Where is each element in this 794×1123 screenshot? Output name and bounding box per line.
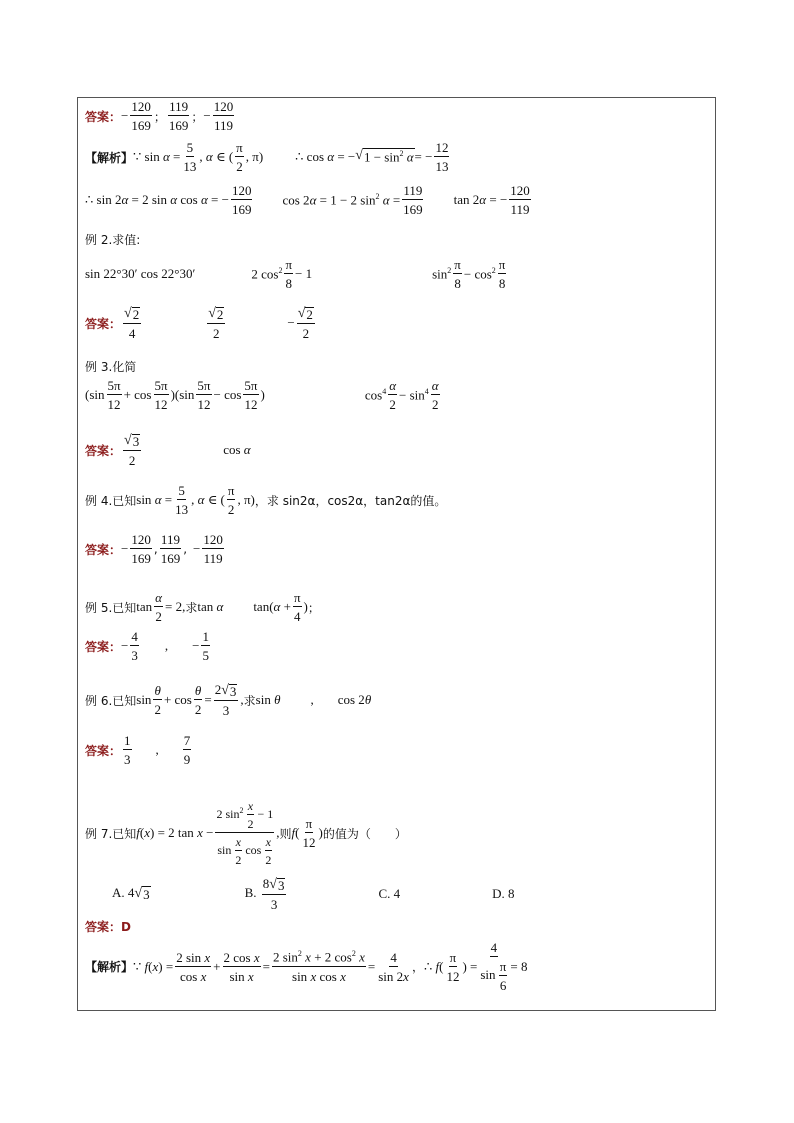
fraction: $\frac{\alpha}{2}$ bbox=[431, 378, 439, 412]
ex2-items: sin 22°30′ cos 22°30′ 2 $\cos^2$ $\frac{\pi}{8}$ − 1 $\sin^2$ $\frac{\pi}{8}$ − $\cos^2$ $\frac{\pi}{8}$ bbox=[85, 257, 506, 291]
fraction: $\frac{5\pi}{12}$ bbox=[244, 378, 258, 412]
option-a: A. 4 √ 3 bbox=[112, 885, 150, 902]
fraction: $\frac{\text{2 cos x}}{\text{sin x}}$ bbox=[223, 949, 260, 984]
ex5-answer-line: 答案： − $\frac{4}{3}$ , − $\frac{1}{5}$ bbox=[85, 629, 209, 663]
ex7-question: 则 bbox=[279, 826, 292, 841]
answer-label: 答案： bbox=[85, 443, 122, 458]
ex6-prefix: 例 6.已知 bbox=[85, 693, 137, 708]
ex3-items: (sin $\frac{5\pi}{12}$ + cos $\frac{5\pi}{12}$ )(sin $\frac{5\pi}{12}$ − cos $\frac{5\pi}{12}$ ) $\cos^4$ $\frac{\alpha}{2}$ − $\sin^4$ $\frac{\alpha}{2}$ bbox=[85, 378, 439, 412]
fraction: $\frac{120}{169}$ bbox=[231, 183, 252, 217]
ex1-analysis-line2: ∴ sin 2α = 2 sin α cos α = − $\frac{120}{169}$ cos 2α = 1 − 2 $\sin^2 \alpha$ = $\frac{119}{169}$ tan 2α = − $\frac{120}{119}$ bbox=[85, 183, 530, 217]
ex3-answer-line: 答案： √ 3 2 cos α bbox=[85, 433, 251, 468]
fraction: $\frac{\theta}{2}$ bbox=[154, 683, 161, 717]
ex7-prefix: 例 7.已知 bbox=[85, 826, 137, 841]
fraction: 8 √ 3 3 bbox=[262, 876, 285, 912]
ex1-answer-line: 答案： − $\frac{120}{169}$ ； $\frac{119}{169}$ ； − $\frac{120}{119}$ bbox=[85, 99, 234, 133]
fraction: $\frac{\pi}{8}$ bbox=[454, 257, 461, 291]
fraction: $\frac{120}{119}$ bbox=[203, 532, 223, 566]
fraction: $\frac{12}{13}$ bbox=[435, 140, 449, 174]
option-c: C. 4 bbox=[378, 886, 401, 901]
fraction: $\frac{5}{13}$ bbox=[175, 483, 189, 517]
analysis-label: 【解析】 bbox=[85, 150, 134, 165]
option-b: B. 8 √ 3 3 bbox=[244, 876, 285, 912]
fraction: $\frac{120}{119}$ bbox=[213, 99, 234, 133]
fraction: $\frac{\pi}{8}$ bbox=[498, 257, 506, 291]
ex4-prefix: 例 4.已知 bbox=[85, 493, 137, 508]
fraction: 4 sin $\frac{\pi}{6}$ bbox=[480, 940, 507, 993]
fraction: $\frac{7}{9}$ bbox=[183, 733, 191, 767]
fraction: $\frac{119}{169}$ bbox=[403, 183, 423, 217]
fraction: $\frac{120}{119}$ bbox=[510, 183, 530, 217]
answer-label: 答案： bbox=[85, 743, 122, 758]
fraction: $\frac{\pi}{8}$ bbox=[285, 257, 293, 291]
ex5-question: 求 bbox=[185, 600, 198, 615]
fraction: $\frac{4}{\sin 2x}$ bbox=[378, 949, 409, 984]
fraction: $\frac{5}{13}$ bbox=[183, 140, 197, 174]
fraction: $\frac{\alpha}{2}$ bbox=[389, 378, 397, 412]
ex3-title: 例 3.化简 bbox=[85, 360, 137, 374]
fraction: $\frac{119}{169}$ bbox=[160, 532, 181, 566]
ex2-title: 例 2.求值: bbox=[85, 233, 141, 247]
fraction: √ 2 2 bbox=[297, 306, 313, 341]
analysis-label: 【解析】 bbox=[85, 960, 134, 974]
answer-label: 答案： bbox=[85, 316, 122, 331]
fraction: $\frac{\theta}{2}$ bbox=[194, 683, 202, 717]
fraction: $\frac{\pi}{2}$ bbox=[227, 483, 235, 517]
fraction: $\frac{1}{5}$ bbox=[202, 629, 209, 663]
fraction: $\frac{4}{3}$ bbox=[131, 629, 138, 663]
ex2-answer-line: 答案： √ 2 4 √ 2 2 − √ 2 2 bbox=[85, 306, 313, 341]
fraction: $\frac{120}{169}$ bbox=[131, 532, 151, 566]
ex4-answer-line: 答案： − $\frac{120}{169}$ , $\frac{119}{169}$ , − $\frac{120}{119}$ bbox=[85, 532, 223, 566]
fraction: 2 $\sin^2$ $\frac{x}{2}$ − 1 sin $\frac{x}{2}$ cos $\frac{x}{2}$ bbox=[216, 799, 274, 867]
fraction: √ 3 2 bbox=[124, 433, 140, 468]
fraction: $\frac{\pi}{12}$ bbox=[302, 816, 316, 850]
ex1-analysis-line: 【解析】 ∵ sin α = $\frac{5}{13}$ , α ∈ ( $\frac{\pi}{2}$ , π) ∴ cos α = − √ $1 - \sin^2 \alpha$ = − $\frac{12}{13}$ bbox=[85, 140, 449, 174]
answer-label: 答案： bbox=[85, 542, 122, 557]
ex7-question-end: 的值为（ ） bbox=[322, 826, 407, 841]
option-d: D. 8 bbox=[492, 886, 515, 901]
fraction: $\frac{5\pi}{12}$ bbox=[107, 378, 121, 412]
answer-label: 答案： bbox=[85, 920, 122, 934]
fraction: √ 2 2 bbox=[208, 306, 224, 341]
ex6-question: 求 bbox=[243, 693, 256, 708]
fraction: $\frac{\alpha}{2}$ bbox=[155, 590, 162, 624]
fraction: 2 √ 3 3 bbox=[214, 682, 237, 718]
sqrt-expr: √ $1 - \sin^2 \alpha$ bbox=[355, 148, 414, 165]
ex4-question: 求 sin2α，cos2α，tan2α的值。 bbox=[266, 493, 447, 508]
ex7-answer: D bbox=[121, 919, 131, 934]
fraction: $\frac{\text{2 sin x}}{\text{cos x}}$ bbox=[176, 949, 211, 984]
ex5-prefix: 例 5.已知 bbox=[85, 600, 137, 615]
ex7-options bbox=[112, 877, 515, 911]
ex7-answer-line bbox=[85, 918, 131, 935]
ex5-line: 例 5.已知 tan $\frac{\alpha}{2}$ = 2, 求 tan α tan(α + $\frac{\pi}{4}$ ) ； bbox=[85, 590, 320, 624]
fraction: $\frac{\pi}{4}$ bbox=[293, 590, 301, 624]
ex4-line: 例 4.已知 sin α = $\frac{5}{13}$ , α ∈ ( $\frac{\pi}{2}$ , π) ， 求 sin2α，cos2α，tan2α的值。 bbox=[85, 483, 447, 517]
fraction: $\frac{5\pi}{12}$ bbox=[197, 378, 211, 412]
ex7-line: 例 7.已知 f(x) = 2 tan x − 2 $\sin^2$ $\frac{x}{2}$ − 1 sin $\frac{x}{2}$ cos $\frac{x}{2}$ , 则 f( $\frac{\pi}{12}$ ) 的值为（ ） bbox=[85, 799, 407, 867]
fraction: $\frac{5\pi}{12}$ bbox=[154, 378, 168, 412]
fraction: √ 2 4 bbox=[124, 306, 140, 341]
fraction: $\frac{\pi}{2}$ bbox=[236, 140, 243, 174]
ex7-analysis-line: 【解析】 ∵ f(x) = $\frac{\text{2 sin x}}{\text{cos x}}$ + $\frac{\text{2 cos x}}{\text{sin x}}$ = $\frac{2 \sin^2 x + 2 \cos^2 x}{\text{sin x cos x}}$ = $\frac{4}{\sin 2x}$ ， ∴ f( $\frac{\pi}{12}$ ) = 4 sin $\frac{\pi}{6}$ = 8 bbox=[85, 940, 528, 993]
fraction: $\frac{119}{169}$ bbox=[168, 99, 189, 133]
fraction: $\frac{1}{3}$ bbox=[124, 733, 131, 767]
answer-label: 答案： bbox=[85, 109, 122, 124]
answer-label: 答案： bbox=[85, 639, 122, 654]
ex6-answer-line: 答案： $\frac{1}{3}$ , $\frac{7}{9}$ bbox=[85, 733, 191, 767]
fraction: $\frac{120}{169}$ bbox=[131, 99, 151, 133]
ex6-line: 例 6.已知 sin $\frac{\theta}{2}$ + cos $\frac{\theta}{2}$ = 2 √ 3 3 , 求 sin θ , cos 2θ bbox=[85, 682, 372, 718]
fraction: $\frac{2 \sin^2 x + 2 \cos^2 x}{\text{sin x cos x}}$ bbox=[272, 949, 365, 984]
fraction: $\frac{\pi}{12}$ bbox=[446, 949, 460, 984]
